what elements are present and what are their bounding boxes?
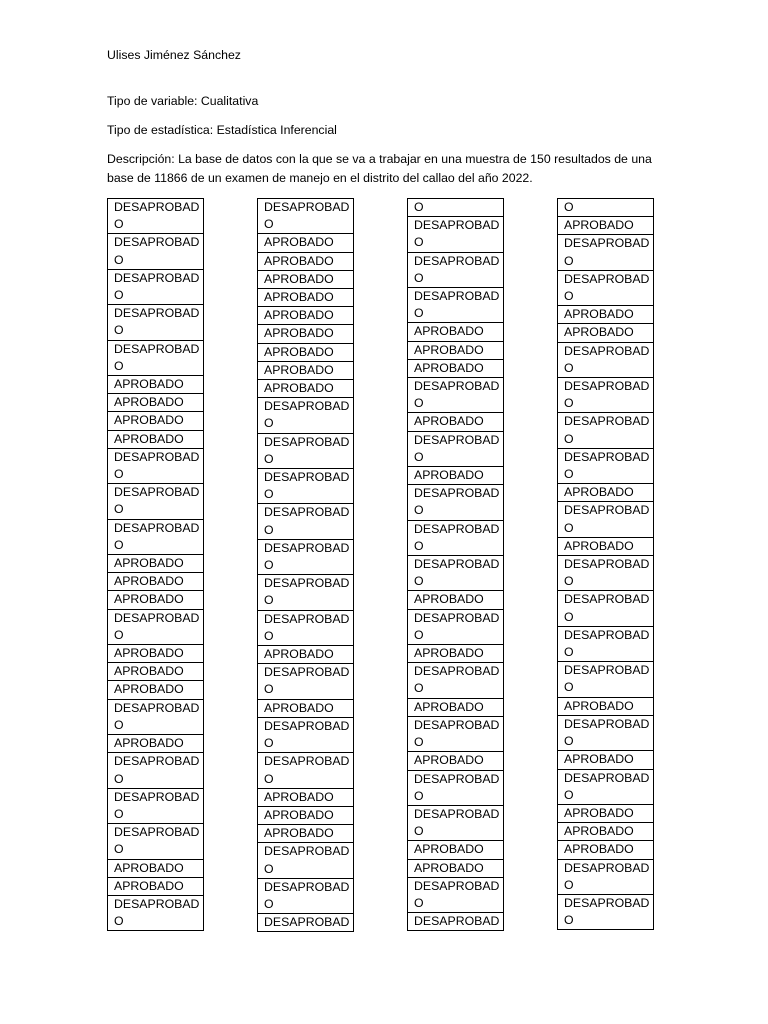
result-cell: DESAPROBADO bbox=[557, 770, 654, 805]
result-cell: O bbox=[557, 199, 654, 217]
result-cell: DESAPROBADO bbox=[407, 485, 504, 520]
result-cell: DESAPROBADO bbox=[257, 611, 354, 646]
result-cell: DESAPROBADO bbox=[257, 469, 354, 504]
result-cell: APROBADO bbox=[407, 752, 504, 770]
result-cell: DESAPROBADO bbox=[257, 753, 354, 788]
result-cell: APROBADO bbox=[557, 751, 654, 769]
result-cell: APROBADO bbox=[257, 807, 354, 825]
result-cell: DESAPROBADO bbox=[407, 806, 504, 841]
result-cell: DESAPROBADO bbox=[407, 288, 504, 323]
result-cell: DESAPROBADO bbox=[557, 449, 654, 484]
author-name: Ulises Jiménez Sánchez bbox=[107, 48, 241, 62]
result-cell: DESAPROBADO bbox=[557, 895, 654, 930]
result-cell: DESAPROBADO bbox=[107, 484, 204, 519]
result-cell: APROBADO bbox=[557, 484, 654, 502]
result-cell: APROBADO bbox=[107, 735, 204, 753]
result-cell: DESAPROBAD bbox=[257, 914, 354, 932]
result-cell: DESAPROBADO bbox=[107, 341, 204, 376]
result-cell: DESAPROBADO bbox=[557, 502, 654, 537]
result-cell: DESAPROBADO bbox=[257, 504, 354, 539]
result-cell: APROBADO bbox=[257, 289, 354, 307]
result-cell: APROBADO bbox=[107, 431, 204, 449]
result-cell: APROBADO bbox=[407, 645, 504, 663]
result-cell: DESAPROBADO bbox=[407, 521, 504, 556]
result-cell: APROBADO bbox=[407, 467, 504, 485]
result-cell: APROBADO bbox=[107, 591, 204, 609]
statistics-type: Tipo de estadística: Estadística Inferencial bbox=[107, 123, 337, 137]
result-cell: APROBADO bbox=[107, 376, 204, 394]
description-paragraph: Descripción: La base de datos con la que se va a trabajar en una muestra de 150 resultados de una base de 11866 de un examen de manejo en el distrito del callao del año 2022. bbox=[107, 152, 652, 185]
result-cell: DESAPROBADO bbox=[407, 717, 504, 752]
result-cell: DESAPROBAD bbox=[407, 913, 504, 931]
result-cell: APROBADO bbox=[557, 538, 654, 556]
result-cell: DESAPROBADO bbox=[407, 253, 504, 288]
result-cell: DESAPROBADO bbox=[257, 398, 354, 433]
result-cell: DESAPROBADO bbox=[107, 520, 204, 555]
result-cell: APROBADO bbox=[257, 253, 354, 271]
result-cell: APROBADO bbox=[557, 805, 654, 823]
result-cell: APROBADO bbox=[107, 573, 204, 591]
result-cell: DESAPROBADO bbox=[257, 434, 354, 469]
result-cell: DESAPROBADO bbox=[107, 700, 204, 735]
result-cell: APROBADO bbox=[257, 344, 354, 362]
result-cell: DESAPROBADO bbox=[557, 591, 654, 626]
result-cell: DESAPROBADO bbox=[107, 234, 204, 269]
result-cell: DESAPROBADO bbox=[557, 716, 654, 751]
result-cell: APROBADO bbox=[257, 825, 354, 843]
result-cell: APROBADO bbox=[107, 394, 204, 412]
result-cell: APROBADO bbox=[557, 324, 654, 342]
result-cell: APROBADO bbox=[107, 555, 204, 573]
result-cell: DESAPROBADO bbox=[557, 556, 654, 591]
result-cell: DESAPROBADO bbox=[407, 878, 504, 913]
result-cell: APROBADO bbox=[257, 700, 354, 718]
result-cell: APROBADO bbox=[557, 823, 654, 841]
result-cell: APROBADO bbox=[557, 306, 654, 324]
result-cell: APROBADO bbox=[257, 325, 354, 343]
result-cell: DESAPROBADO bbox=[107, 610, 204, 645]
result-cell: DESAPROBADO bbox=[257, 540, 354, 575]
result-cell: APROBADO bbox=[407, 323, 504, 341]
result-cell: DESAPROBADO bbox=[107, 199, 204, 234]
result-cell: DESAPROBADO bbox=[407, 217, 504, 252]
result-cell: DESAPROBADO bbox=[257, 843, 354, 878]
result-cell: APROBADO bbox=[257, 307, 354, 325]
result-cell: APROBADO bbox=[107, 645, 204, 663]
result-cell: APROBADO bbox=[557, 217, 654, 235]
variable-type: Tipo de variable: Cualitativa bbox=[107, 94, 259, 108]
result-cell: DESAPROBADO bbox=[107, 789, 204, 824]
result-cell: APROBADO bbox=[107, 860, 204, 878]
results-column-3 bbox=[407, 198, 504, 931]
result-cell: DESAPROBADO bbox=[257, 879, 354, 914]
result-cell: DESAPROBADO bbox=[107, 753, 204, 788]
result-cell: O bbox=[407, 199, 504, 217]
results-column-4 bbox=[557, 198, 654, 930]
result-cell: DESAPROBADO bbox=[407, 378, 504, 413]
result-cell: APROBADO bbox=[107, 681, 204, 699]
result-cell: APROBADO bbox=[407, 841, 504, 859]
result-cell: APROBADO bbox=[557, 841, 654, 859]
result-cell: DESAPROBADO bbox=[257, 718, 354, 753]
result-cell: DESAPROBADO bbox=[557, 860, 654, 895]
results-column-2 bbox=[257, 198, 354, 932]
result-cell: DESAPROBADO bbox=[407, 771, 504, 806]
result-cell: DESAPROBADO bbox=[557, 235, 654, 270]
result-cell: APROBADO bbox=[557, 698, 654, 716]
result-cell: DESAPROBADO bbox=[407, 432, 504, 467]
result-cell: APROBADO bbox=[407, 413, 504, 431]
result-cell: DESAPROBADO bbox=[557, 378, 654, 413]
result-cell: APROBADO bbox=[407, 360, 504, 378]
result-cell: DESAPROBADO bbox=[107, 896, 204, 931]
result-cell: DESAPROBADO bbox=[407, 663, 504, 698]
result-cell: DESAPROBADO bbox=[257, 664, 354, 699]
result-cell: DESAPROBADO bbox=[107, 824, 204, 859]
result-cell: APROBADO bbox=[257, 234, 354, 252]
result-cell: APROBADO bbox=[107, 878, 204, 896]
result-cell: APROBADO bbox=[257, 646, 354, 664]
result-cell: DESAPROBADO bbox=[407, 556, 504, 591]
result-cell: APROBADO bbox=[257, 380, 354, 398]
results-column-1 bbox=[107, 198, 204, 931]
result-cell: APROBADO bbox=[407, 860, 504, 878]
result-cell: DESAPROBADO bbox=[257, 199, 354, 234]
result-cell: DESAPROBADO bbox=[557, 343, 654, 378]
result-cell: DESAPROBADO bbox=[107, 449, 204, 484]
result-cell: DESAPROBADO bbox=[407, 610, 504, 645]
result-cell: APROBADO bbox=[407, 342, 504, 360]
result-cell: DESAPROBADO bbox=[557, 271, 654, 306]
result-cell: APROBADO bbox=[407, 699, 504, 717]
result-cell: DESAPROBADO bbox=[107, 270, 204, 305]
result-cell: DESAPROBADO bbox=[557, 413, 654, 448]
result-cell: APROBADO bbox=[257, 362, 354, 380]
result-cell: APROBADO bbox=[257, 271, 354, 289]
result-cell: DESAPROBADO bbox=[557, 662, 654, 697]
result-cell: DESAPROBADO bbox=[107, 305, 204, 340]
result-cell: APROBADO bbox=[257, 789, 354, 807]
result-cell: APROBADO bbox=[107, 663, 204, 681]
result-cell: DESAPROBADO bbox=[557, 627, 654, 662]
result-cell: APROBADO bbox=[407, 591, 504, 609]
result-cell: DESAPROBADO bbox=[257, 575, 354, 610]
result-cell: APROBADO bbox=[107, 412, 204, 430]
